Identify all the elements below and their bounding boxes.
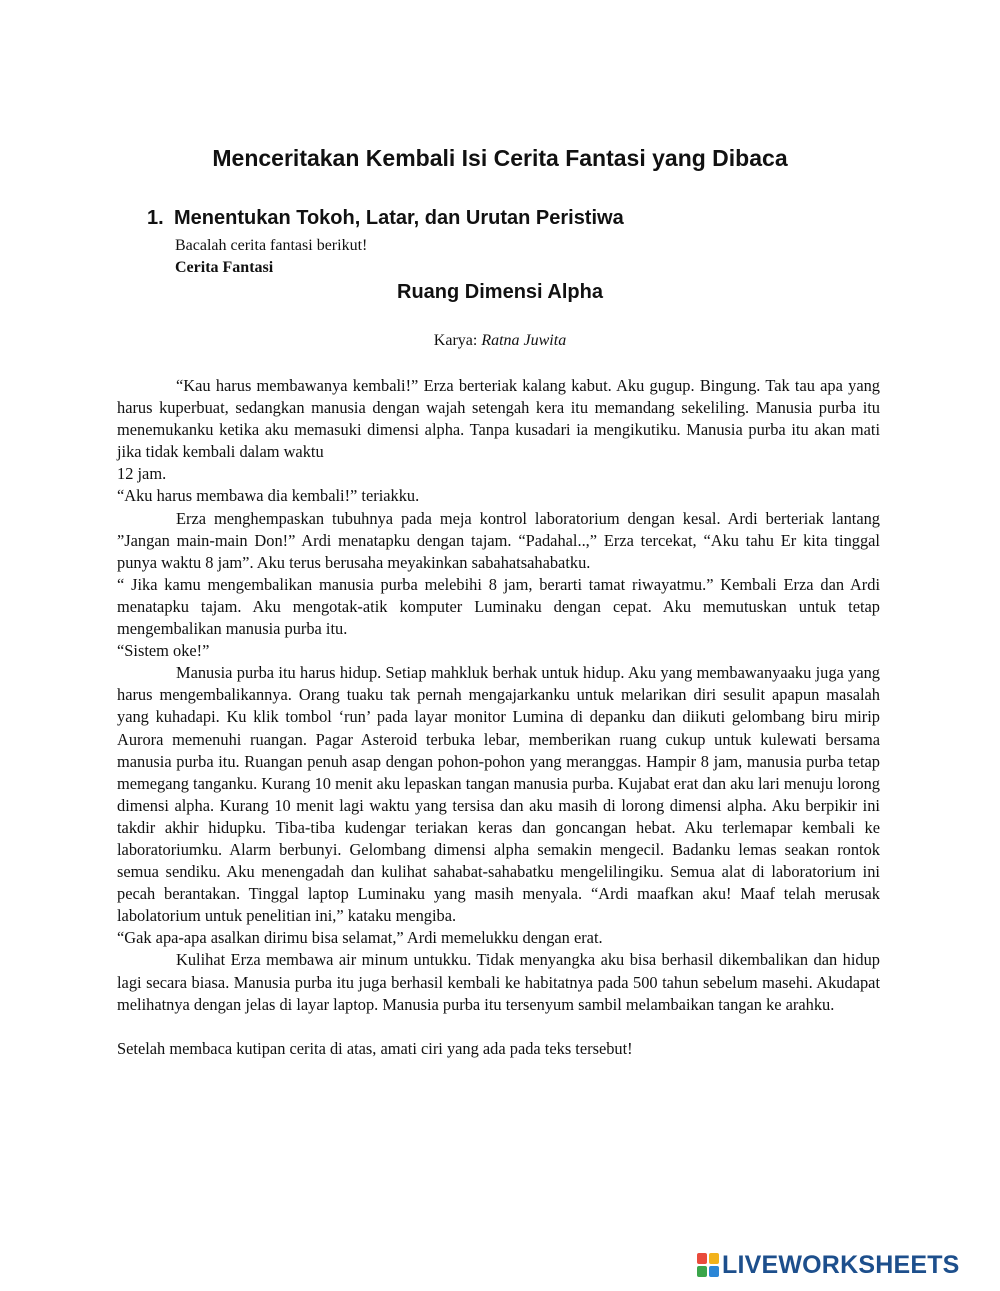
story-title: Ruang Dimensi Alpha bbox=[397, 281, 603, 303]
closing-instruction: Setelah membaca kutipan cerita di atas, amati ciri yang ada pada teks tersebut! bbox=[117, 1038, 633, 1058]
reading-instruction: Bacalah cerita fantasi berikut! bbox=[175, 237, 368, 254]
story-paragraph: “ Jika kamu mengembalikan manusia purba melebihi 8 jam, berarti tamat riwayatmu.” Kembali Erza dan Ardi menatapku tajam. Aku mengotak-atik komputer Luminaku dengan cepat. Aku memutuskan untuk tetap mengembalikan manusia purba itu. bbox=[117, 574, 880, 639]
section-heading-text: Menentukan Tokoh, Latar, dan Urutan Peristiwa bbox=[174, 207, 624, 229]
section-heading bbox=[147, 207, 624, 230]
liveworksheets-logo[interactable] bbox=[697, 1250, 960, 1280]
story-paragraph: Kulihat Erza membawa air minum untukku. Tidak menyangka aku bisa berhasil dikembalikan dan hidup lagi secara biasa. Manusia purba itu juga berhasil kembali ke habitatnya pada 500 tahun sebelum masehi. Akudapat melihatnya dengan jelas di layar laptop. Manusia purba itu tersenyum sambil melambaikan tangan ke arahku. bbox=[117, 950, 880, 1014]
section-number: 1. bbox=[147, 207, 164, 229]
logo-tile bbox=[709, 1266, 719, 1277]
genre-label: Cerita Fantasi bbox=[175, 259, 274, 276]
page-title: Menceritakan Kembali Isi Cerita Fantasi yang Dibaca bbox=[212, 145, 788, 171]
logo-tile bbox=[697, 1253, 707, 1264]
liveworksheets-wordmark: LIVEWORKSHEETS bbox=[722, 1250, 960, 1279]
story-paragraph: Erza menghempaskan tubuhnya pada meja kontrol laboratorium dengan kesal. Ardi berteriak lantang ”Jangan main-main Don!” Ardi menatapku dengan tajam. “Padahal..,” Erza tercekat, “Aku tahu Er kita tinggal punya waktu 8 jam”. Aku terus berusaha meyakinkan sabahatsahabatku. bbox=[117, 508, 880, 572]
story-paragraph: “Sistem oke!” bbox=[117, 641, 210, 661]
story-paragraph: Manusia purba itu harus hidup. Setiap mahkluk berhak untuk hidup. Aku yang membawanyaaku juga yang harus mengembalikannya. Orang tuaku tak pernah mengajarkanku untuk melarikan diri sesulit apapun masalah yang kuhadapi. Ku klik tombol ‘run’ pada layar monitor Lumina di depanku dan diikuti gelombang biru mirip Aurora memenuhi ruangan. Pagar Asteroid terbuka lebar, memberikan ruang cukup untuk kulewati bersama manusia purba itu. Ruangan penuh asap dengan pohon-pohon yang meranggas. Hampir 8 jam, manusia purba tetap memegang tanganku. Kurang 10 menit aku lepaskan tangan manusia purba. Kujabat erat dan aku lari menuju lorong dimensi alpha. Kurang 10 menit lagi waktu yang tersisa dan aku masih di lorong dimensi alpha. Aku berpikir ini takdir akhir hidupku. Tiba-tiba kudengar teriakan keras dan goncangan hebat. Aku terlemapar kembali ke laboratoriumku. Alarm berbunyi. Gelombang dimensi alpha semakin mengecil. Badanku lemas seakan rontok semua sendiku. Aku menengadah dan kulihat sahabat-sahabatku mengelilingiku. Semua alat di laboratorium ini pecah berantakan. Tinggal laptop Luminaku yang masih menyala. “Ardi maafkan aku! Maaf telah merusak labolatorium untuk penelitian ini,” kataku mengiba. bbox=[117, 663, 880, 926]
liveworksheets-logo-icon bbox=[697, 1253, 719, 1277]
story-body bbox=[117, 375, 880, 1060]
story-paragraph: “Gak apa-apa asalkan dirimu bisa selamat,” Ardi memelukku dengan erat. bbox=[117, 928, 603, 948]
author-line bbox=[0, 332, 1000, 350]
story-paragraph: “Kau harus membawanya kembali!” Erza berteriak kalang kabut. Aku gugup. Bingung. Tak tau apa yang harus kuperbuat, sedangkan manusia dengan wajah setengah kera itu memandang sekeliling. Manusia purba itu menemukanku ketika aku memasuki dimensi alpha. Tanpa kusadari ia mengikutiku. Manusia purba itu akan mati jika tidak kembali dalam waktu bbox=[117, 376, 880, 462]
author-name: Ratna Juwita bbox=[481, 332, 567, 349]
logo-tile bbox=[697, 1266, 707, 1277]
story-paragraph: “Aku harus membawa dia kembali!” teriakku. bbox=[117, 486, 420, 506]
story-paragraph: 12 jam. bbox=[117, 464, 167, 484]
author-prefix: Karya: bbox=[433, 332, 478, 349]
logo-tile bbox=[709, 1253, 719, 1264]
